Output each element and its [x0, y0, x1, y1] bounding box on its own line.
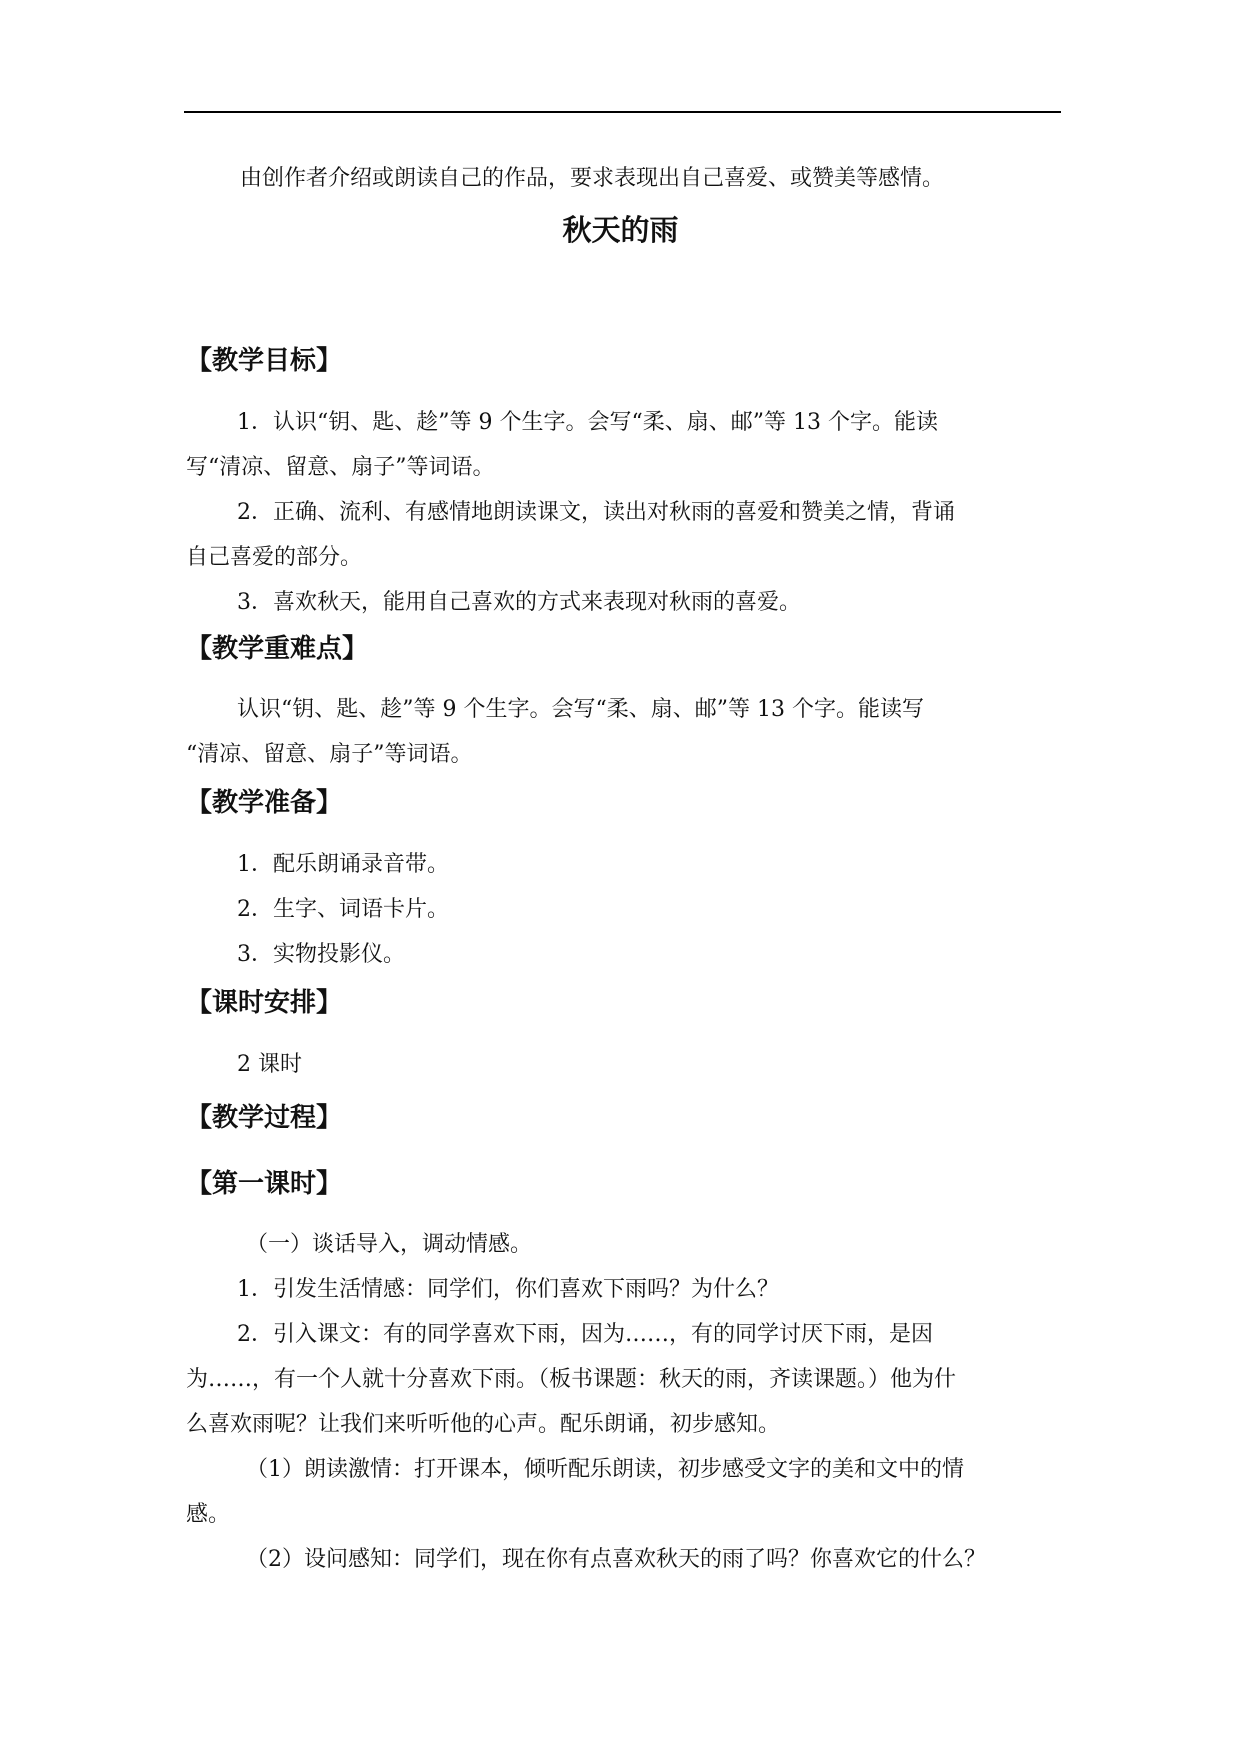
paragraph-line: 2．正确、流利、有感情地朗读课文，读出对秋雨的喜爱和赞美之情，背诵	[237, 500, 955, 525]
section-heading-goals: 【教学目标】	[186, 346, 343, 376]
paragraph-line: （1）朗读激情：打开课本，倾听配乐朗读，初步感受文字的美和文中的情	[246, 1457, 964, 1482]
list-item: 1．配乐朗诵录音带。	[237, 852, 449, 877]
paragraph-line: 写“清凉、留意、扇子”等词语。	[186, 455, 495, 480]
paragraph-line: 么喜欢雨呢？让我们来听听他的心声。配乐朗诵，初步感知。	[186, 1412, 781, 1437]
paragraph-line: 自己喜爱的部分。	[186, 545, 363, 570]
section-heading-first-lesson: 【第一课时】	[186, 1169, 343, 1199]
page-title: 秋天的雨	[562, 213, 679, 247]
paragraph-line: 为……，有一个人就十分喜欢下雨。（板书课题：秋天的雨，齐读课题。）他为什	[186, 1367, 957, 1392]
list-item: 2．生字、词语卡片。	[237, 897, 449, 922]
paragraph-line: 3．喜欢秋天，能用自己喜欢的方式来表现对秋雨的喜爱。	[237, 590, 801, 615]
paragraph-line: 2 课时	[237, 1052, 302, 1077]
section-heading-process: 【教学过程】	[186, 1103, 343, 1133]
paragraph-line: 1．认识“钥、匙、趁”等 9 个生字。会写“柔、扇、邮”等 13 个字。能读	[237, 410, 938, 435]
section-heading-preparation: 【教学准备】	[186, 788, 343, 818]
paragraph-line: 感。	[186, 1502, 231, 1527]
section-heading-key-points: 【教学重难点】	[186, 634, 369, 664]
paragraph-line: 2．引入课文：有的同学喜欢下雨，因为……，有的同学讨厌下雨，是因	[237, 1322, 933, 1347]
section-heading-schedule: 【课时安排】	[186, 988, 343, 1018]
paragraph-line: 1．引发生活情感：同学们，你们喜欢下雨吗？为什么？	[237, 1277, 779, 1302]
header-rule	[184, 111, 1061, 113]
paragraph-line: （一）谈话导入，调动情感。	[246, 1232, 533, 1257]
paragraph-line: “清凉、留意、扇子”等词语。	[186, 742, 473, 767]
list-item: 3．实物投影仪。	[237, 942, 405, 967]
paragraph-line: 认识“钥、匙、趁”等 9 个生字。会写“柔、扇、邮”等 13 个字。能读写	[237, 697, 924, 722]
intro-line: 由创作者介绍或朗读自己的作品，要求表现出自己喜爱、或赞美等感情。	[240, 166, 945, 191]
paragraph-line: （2）设问感知：同学们，现在你有点喜欢秋天的雨了吗？你喜欢它的什么？	[246, 1547, 986, 1572]
